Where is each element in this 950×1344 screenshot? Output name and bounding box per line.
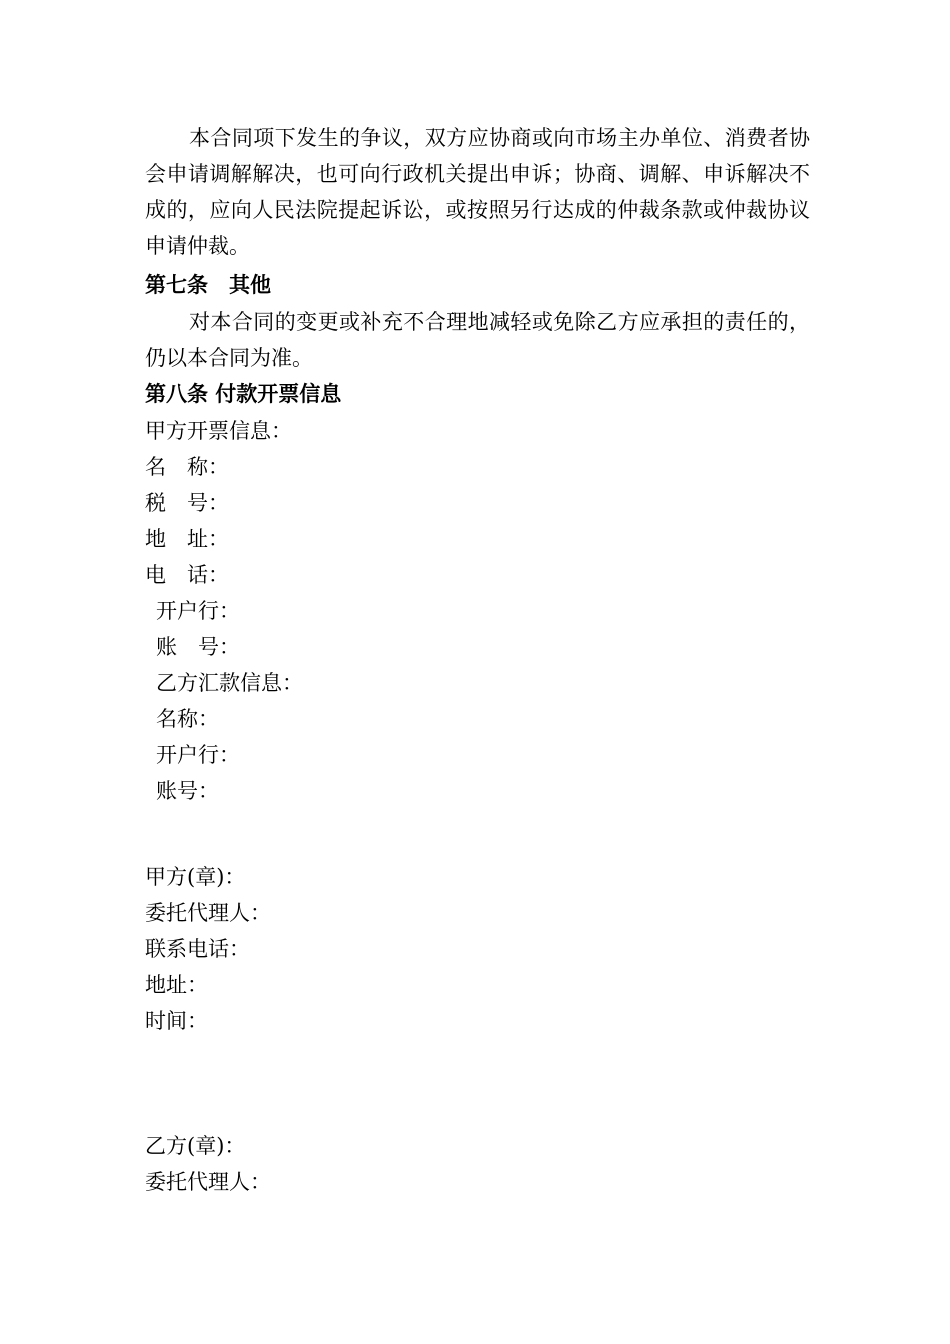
party-b-bank-field: 开户行： xyxy=(156,743,240,767)
party-a-sign-address-field: 地址： xyxy=(145,973,208,997)
article-seven-heading: 第七条 其他 xyxy=(145,273,271,297)
party-b-name-field: 名称： xyxy=(156,707,219,731)
party-a-bank-field: 开户行： xyxy=(156,599,240,623)
party-a-seal-field: 甲方(章)： xyxy=(145,865,246,889)
party-a-time-field: 时间： xyxy=(145,1009,208,1033)
party-b-remit-title: 乙方汇款信息： xyxy=(156,671,303,695)
party-a-account-field: 账 号： xyxy=(156,635,240,659)
party-a-invoice-title: 甲方开票信息： xyxy=(145,419,292,443)
party-b-seal-field: 乙方(章)： xyxy=(145,1134,246,1158)
party-a-name-field: 名 称： xyxy=(145,455,229,479)
party-a-agent-field: 委托代理人： xyxy=(145,901,271,925)
article-eight-heading: 第八条 付款开票信息 xyxy=(145,382,342,406)
party-a-contact-phone-field: 联系电话： xyxy=(145,937,250,961)
dispute-paragraph: 本合同项下发生的争议，双方应协商或向市场主办单位、消费者协会申请调解解决，也可向行政机关提出申诉；协商、调解、申诉解决不成的，应向人民法院提起诉讼，或按照另行达成的仲裁条款或仲裁协议申请仲裁。 xyxy=(145,126,810,258)
party-b-account-field: 账号： xyxy=(156,779,219,803)
other-paragraph: 对本合同的变更或补充不合理地减轻或免除乙方应承担的责任的，仍以本合同为准。 xyxy=(145,310,810,370)
party-a-address-field: 地 址： xyxy=(145,527,229,551)
party-b-agent-field: 委托代理人： xyxy=(145,1170,271,1194)
party-a-tax-no-field: 税 号： xyxy=(145,491,229,515)
party-a-phone-field: 电 话： xyxy=(145,563,229,587)
